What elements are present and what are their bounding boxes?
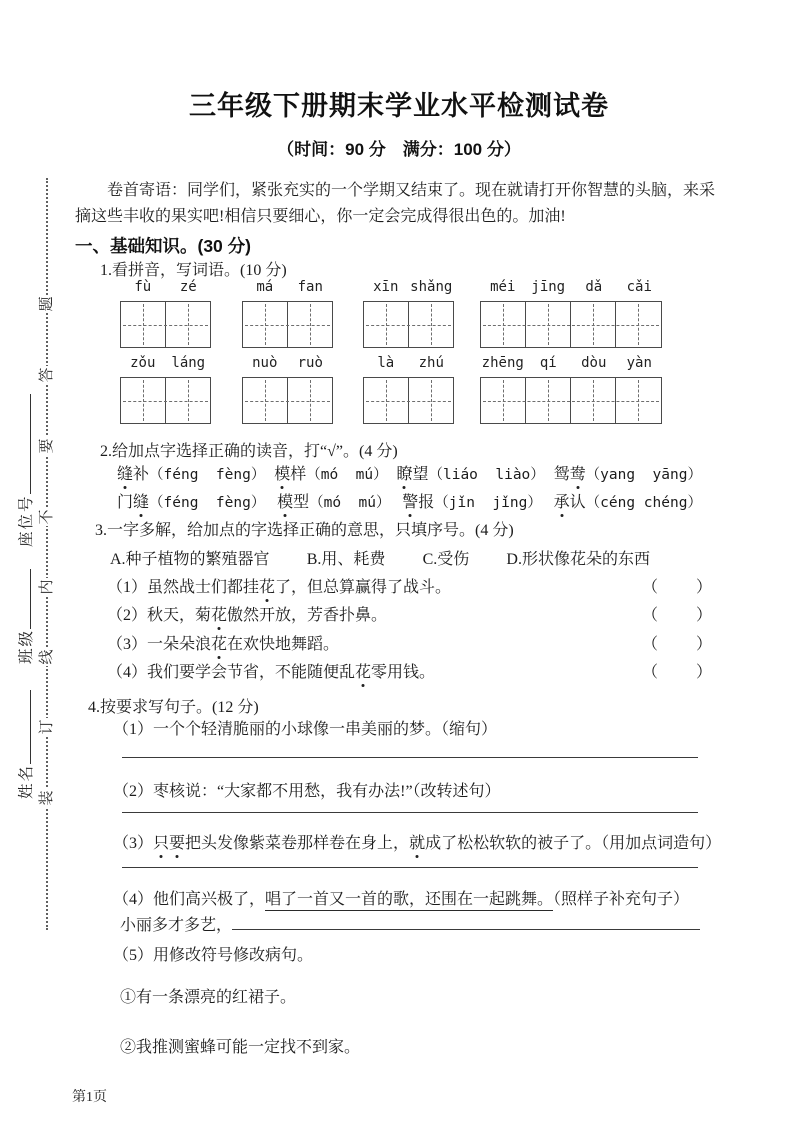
q4-item-3 — [113, 830, 723, 853]
pinyin-label: nuò — [252, 355, 278, 371]
pinyin-label: zǒu — [130, 355, 156, 371]
page-title: 三年级下册期末学业水平检测试卷 — [189, 91, 609, 121]
binding-char: 装 — [39, 790, 55, 806]
text-segment: 一朵朵浪 — [147, 636, 212, 653]
pinyin-label: ruò — [297, 355, 323, 371]
pinyin-grid-row-1 — [75, 279, 723, 349]
dotted-char: 鸯 — [570, 461, 586, 484]
text-segment: 他们高兴极了， — [153, 891, 266, 908]
text-segment: 零用钱。 — [371, 664, 436, 681]
dotted-char: 模 — [277, 489, 293, 512]
item-number: （3） — [113, 835, 154, 852]
q4-item-5 — [113, 942, 723, 965]
answer-line[interactable] — [232, 914, 700, 930]
pinyin-label: dǎ — [585, 279, 603, 295]
preamble-line-1: 卷首寄语：同学们，紧张充实的一个学期又结束了。现在就请打开你智慧的头脑，来采 — [107, 182, 716, 199]
grid-cell[interactable] — [409, 302, 453, 347]
pinyin-grid-group — [242, 355, 333, 424]
word-char: 门 — [117, 494, 134, 511]
character-writing-box — [120, 377, 211, 424]
q2-row-2 — [117, 489, 702, 512]
pronunciation-options[interactable]: （yang yāng） — [585, 467, 702, 483]
q2-item[interactable] — [554, 489, 702, 512]
answer-parens[interactable]: （ ） — [642, 636, 715, 653]
pronunciation-options[interactable]: （féng fèng） — [149, 467, 266, 483]
pinyin-label: là — [377, 355, 395, 371]
word-char: 鸳 — [553, 466, 570, 483]
seat-number-label: 座位号 — [18, 494, 35, 547]
item-sentence — [153, 891, 689, 911]
pronunciation-options[interactable]: （jǐn jǐng） — [434, 495, 542, 511]
pinyin-label: dòu — [581, 355, 607, 371]
meaning-option: D.形状像花朵的东西 — [506, 551, 650, 568]
word-char: 认 — [569, 494, 586, 511]
exam-meta: （时间：90 分 满分：100 分） — [277, 140, 521, 159]
q3-item-1 — [107, 574, 723, 597]
binding-char: 题 — [39, 296, 55, 312]
answer-parens[interactable]: （ ） — [642, 579, 715, 596]
q3-meaning-options — [110, 546, 650, 569]
item-number: （5） — [113, 947, 154, 964]
grid-cell[interactable] — [526, 302, 571, 347]
pinyin-label: cǎi — [626, 279, 652, 295]
grid-cell[interactable] — [166, 302, 210, 347]
binding-char: 订 — [39, 719, 55, 735]
item-sentence — [147, 579, 451, 596]
student-name-blank[interactable] — [15, 690, 31, 764]
dotted-char: 缝 — [117, 461, 133, 484]
grid-cell[interactable] — [409, 378, 453, 423]
binding-char: 线 — [39, 649, 55, 665]
dotted-char: 花 — [211, 602, 227, 625]
meaning-option: B.用、耗费 — [306, 551, 386, 568]
item-number: （2） — [107, 607, 148, 624]
pinyin-label: má — [256, 279, 274, 295]
pronunciation-options[interactable]: （féng fèng） — [149, 495, 266, 511]
character-writing-box — [480, 377, 662, 424]
student-name-field[interactable] — [14, 690, 36, 799]
dotted-char: 花 — [355, 659, 371, 682]
preamble-line-2: 摘这些丰收的果实吧!相信只要细心，你一定会完成得很出色的。加油! — [75, 208, 566, 225]
word-char: 补 — [133, 466, 150, 483]
grid-cell[interactable] — [166, 378, 210, 423]
q2-item[interactable] — [117, 489, 265, 512]
pinyin-label: shǎng — [410, 279, 453, 295]
q2-item[interactable] — [402, 489, 542, 512]
pinyin-label: zhú — [418, 355, 444, 371]
pinyin-label: fù — [134, 279, 152, 295]
word-char: 样 — [290, 466, 307, 483]
dotted-char: 要 — [169, 830, 185, 853]
grid-cell[interactable] — [364, 302, 409, 347]
answer-parens[interactable]: （ ） — [642, 664, 715, 681]
q4-item-1 — [113, 716, 723, 739]
item-sentence — [147, 607, 387, 624]
q3-item-4 — [107, 659, 723, 682]
item-number: （1） — [107, 579, 148, 596]
q3-item-3 — [107, 631, 723, 654]
item-sentence — [147, 636, 339, 653]
grid-cell[interactable] — [243, 302, 288, 347]
item-sentence — [153, 835, 721, 852]
pinyin-labels — [363, 279, 454, 299]
grid-cell[interactable] — [571, 302, 616, 347]
q4-item-5-sub-2: ②我推测蜜蜂可能一定找不到家。 — [120, 1039, 361, 1056]
item-number: （1） — [113, 721, 154, 738]
text-segment: 秋天，菊 — [147, 607, 212, 624]
binding-char: 答 — [39, 367, 55, 383]
pinyin-label: zhēng — [481, 355, 524, 371]
pinyin-grid-group — [120, 355, 211, 424]
item-sentence — [153, 783, 501, 800]
pronunciation-options[interactable]: （mó mú） — [309, 495, 391, 511]
pronunciation-options[interactable]: （mó mú） — [306, 467, 388, 483]
character-writing-box — [363, 301, 454, 348]
dotted-char: 承 — [554, 489, 570, 512]
pronunciation-options[interactable]: （céng chéng） — [585, 495, 702, 511]
pinyin-grid-group — [120, 279, 211, 348]
dotted-char: 只 — [153, 830, 169, 853]
text-segment: 在欢快地舞蹈。 — [227, 636, 340, 653]
pinyin-label: yàn — [626, 355, 652, 371]
pinyin-grid-group — [363, 355, 454, 424]
q2-row-1 — [117, 461, 702, 484]
dotted-char: 警 — [402, 489, 418, 512]
word-char: 型 — [293, 494, 310, 511]
q1-label: 1.看拼音，写词语。(10 分) — [100, 262, 287, 279]
text-segment: 我们要学会节省，不能随便乱 — [147, 664, 356, 681]
class-blank[interactable] — [15, 569, 31, 629]
character-writing-box — [363, 377, 454, 424]
seat-number-field[interactable] — [14, 394, 36, 547]
pinyin-label: qí — [539, 355, 557, 371]
q4-item-4-follow-up — [120, 912, 700, 935]
pinyin-labels — [480, 355, 662, 375]
dotted-char: 花 — [211, 631, 227, 654]
grid-cell[interactable] — [243, 378, 288, 423]
item-sentence — [147, 664, 435, 681]
character-writing-box — [242, 377, 333, 424]
q2-label: 2.给加点字选择正确的读音，打“√”。(4 分) — [100, 443, 398, 460]
grid-cell[interactable] — [288, 378, 332, 423]
text-segment: （照样子补充句子） — [553, 891, 690, 908]
q2-item[interactable] — [396, 461, 544, 484]
pinyin-label: xīn — [373, 279, 399, 295]
pinyin-labels — [120, 355, 211, 375]
pinyin-grid-group — [480, 279, 662, 348]
grid-cell[interactable] — [616, 378, 660, 423]
binding-char: 内 — [39, 579, 55, 595]
grid-cell[interactable] — [481, 378, 526, 423]
grid-cell[interactable] — [364, 378, 409, 423]
grid-cell[interactable] — [288, 302, 332, 347]
q2-item[interactable] — [117, 461, 265, 484]
text-segment: 一个个轻清脆丽的小球像一串美丽的梦。（缩句） — [153, 721, 498, 738]
q4-item-2 — [113, 778, 723, 801]
character-writing-box — [480, 301, 662, 348]
answer-line[interactable] — [122, 867, 698, 868]
pinyin-label: jīng — [531, 279, 566, 295]
item-number: （3） — [107, 636, 148, 653]
pinyin-labels — [242, 279, 333, 299]
q3-label: 3.一字多解，给加点的字选择正确的意思，只填序号。(4 分) — [95, 522, 514, 539]
text-segment: 傲然开放，芳香扑鼻。 — [227, 607, 388, 624]
text-segment: 把头发像紫菜卷那样卷在身上， — [185, 835, 410, 852]
grid-cell[interactable] — [616, 302, 660, 347]
q3-item-2 — [107, 602, 723, 625]
exam-content — [75, 0, 723, 1122]
text-segment: 成了松松软软的被子了。（用加点词造句） — [425, 835, 722, 852]
class-label: 班级 — [18, 628, 35, 664]
pinyin-label: fan — [297, 279, 323, 295]
pinyin-grid-group — [363, 279, 454, 348]
text-segment: 枣核说：“大家都不用愁，我有办法!”（改转述句） — [153, 783, 501, 800]
item-sentence — [153, 947, 313, 964]
q4-item-4 — [113, 886, 723, 909]
q2-item[interactable] — [554, 461, 702, 484]
underlined-text: 唱了一首又一首的歌，还围在一起跳舞。 — [265, 891, 553, 911]
seat-number-blank[interactable] — [15, 394, 31, 494]
dotted-char: 缝 — [133, 489, 149, 512]
item-sentence — [153, 721, 497, 738]
dotted-char: 瞭 — [396, 461, 412, 484]
pronunciation-options[interactable]: （liáo liào） — [428, 467, 545, 483]
dotted-char: 就 — [409, 830, 425, 853]
dotted-char: 模 — [274, 461, 290, 484]
section-1-heading: 一、基础知识。(30 分) — [75, 236, 251, 256]
pinyin-label: láng — [171, 355, 206, 371]
q4-item-5-sub-1: ①有一条漂亮的红裙子。 — [120, 989, 297, 1006]
q4-label: 4.按要求写句子。(12 分) — [88, 699, 259, 716]
answer-parens[interactable]: （ ） — [642, 607, 715, 624]
pinyin-labels — [242, 355, 333, 375]
pinyin-grid-group — [480, 355, 662, 424]
text-segment: 虽然战士们都挂 — [147, 579, 260, 596]
grid-cell[interactable] — [571, 378, 616, 423]
grid-cell[interactable] — [121, 302, 166, 347]
item-number: （4） — [113, 891, 154, 908]
grid-cell[interactable] — [481, 302, 526, 347]
pinyin-label: zé — [179, 279, 197, 295]
word-char: 报 — [418, 494, 435, 511]
pinyin-label: méi — [490, 279, 516, 295]
pinyin-labels — [120, 279, 211, 299]
answer-line[interactable] — [122, 757, 698, 758]
text-segment: 用修改符号修改病句。 — [153, 947, 314, 964]
binding-dotted-line — [46, 178, 48, 930]
answer-line[interactable] — [122, 812, 698, 813]
word-char: 望 — [412, 466, 429, 483]
pinyin-grid-group — [242, 279, 333, 348]
class-field[interactable] — [14, 569, 36, 664]
q2-item[interactable] — [274, 461, 387, 484]
pinyin-labels — [363, 355, 454, 375]
pinyin-labels — [480, 279, 662, 299]
binding-char: 要 — [39, 438, 55, 454]
student-name-label: 姓名 — [18, 763, 35, 799]
meaning-option: C.受伤 — [422, 551, 470, 568]
page-number: 第1页 — [72, 1090, 107, 1105]
binding-char: 不 — [39, 509, 55, 525]
q2-item[interactable] — [277, 489, 390, 512]
follow-up-text: 小丽多才多艺， — [120, 917, 233, 934]
item-number: （4） — [107, 664, 148, 681]
grid-cell[interactable] — [121, 378, 166, 423]
text-segment: 了，但总算赢得了战斗。 — [275, 579, 452, 596]
grid-cell[interactable] — [526, 378, 571, 423]
character-writing-box — [120, 301, 211, 348]
character-writing-box — [242, 301, 333, 348]
item-number: （2） — [113, 783, 154, 800]
dotted-char: 花 — [259, 574, 275, 597]
pinyin-grid-row-2 — [75, 355, 723, 425]
meaning-option: A.种子植物的繁殖器官 — [110, 551, 270, 568]
